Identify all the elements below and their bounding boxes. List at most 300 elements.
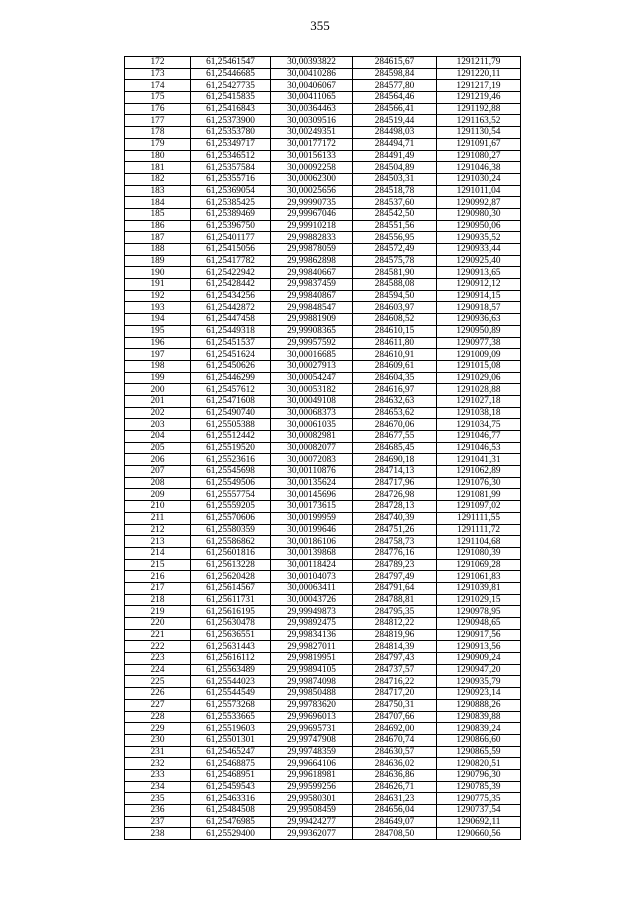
point-number-cell: 199 [125, 372, 191, 384]
table-row [125, 92, 521, 104]
table-row [125, 816, 521, 828]
x-coordinate-cell: 284797,43 [353, 653, 437, 665]
y-coordinate-cell: 1290820,51 [437, 758, 521, 770]
latitude-cell: 61,25415056 [191, 244, 271, 256]
x-coordinate-cell: 284577,80 [353, 80, 437, 92]
latitude-cell: 61,25389469 [191, 208, 271, 220]
latitude-cell: 61,25559205 [191, 501, 271, 513]
y-coordinate-cell: 1290912,12 [437, 279, 521, 291]
longitude-cell: 30,00082077 [271, 442, 353, 454]
point-number-cell: 192 [125, 290, 191, 302]
x-coordinate-cell: 284690,18 [353, 454, 437, 466]
point-number-cell: 227 [125, 699, 191, 711]
latitude-cell: 61,25417782 [191, 255, 271, 267]
x-coordinate-cell: 284728,13 [353, 501, 437, 513]
latitude-cell: 61,25369054 [191, 185, 271, 197]
point-number-cell: 189 [125, 255, 191, 267]
longitude-cell: 30,00110876 [271, 466, 353, 478]
x-coordinate-cell: 284670,74 [353, 734, 437, 746]
latitude-cell: 61,25428442 [191, 279, 271, 291]
x-coordinate-cell: 284572,49 [353, 244, 437, 256]
latitude-cell: 61,25545698 [191, 466, 271, 478]
x-coordinate-cell: 284692,00 [353, 723, 437, 735]
table-row [125, 314, 521, 326]
x-coordinate-cell: 284610,15 [353, 325, 437, 337]
table-row [125, 653, 521, 665]
x-coordinate-cell: 284788,81 [353, 594, 437, 606]
table-row [125, 629, 521, 641]
x-coordinate-cell: 284611,80 [353, 337, 437, 349]
x-coordinate-cell: 284519,44 [353, 115, 437, 127]
point-number-cell: 219 [125, 606, 191, 618]
table-row [125, 699, 521, 711]
latitude-cell: 61,25631443 [191, 641, 271, 653]
longitude-cell: 30,00177172 [271, 138, 353, 150]
y-coordinate-cell: 1291046,53 [437, 442, 521, 454]
table-row [125, 419, 521, 431]
point-number-cell: 222 [125, 641, 191, 653]
x-coordinate-cell: 284708,50 [353, 828, 437, 840]
table-row [125, 337, 521, 349]
table-row [125, 769, 521, 781]
longitude-cell: 29,99580301 [271, 793, 353, 805]
point-number-cell: 201 [125, 395, 191, 407]
table-row [125, 723, 521, 735]
latitude-cell: 61,25442872 [191, 302, 271, 314]
table-row [125, 489, 521, 501]
table-row [125, 547, 521, 559]
y-coordinate-cell: 1290950,89 [437, 325, 521, 337]
latitude-cell: 61,25422942 [191, 267, 271, 279]
y-coordinate-cell: 1290692,11 [437, 816, 521, 828]
y-coordinate-cell: 1291027,18 [437, 395, 521, 407]
point-number-cell: 214 [125, 547, 191, 559]
latitude-cell: 61,25449318 [191, 325, 271, 337]
longitude-cell: 29,99908365 [271, 325, 353, 337]
table-row [125, 734, 521, 746]
y-coordinate-cell: 1290839,24 [437, 723, 521, 735]
y-coordinate-cell: 1290977,38 [437, 337, 521, 349]
latitude-cell: 61,25415835 [191, 92, 271, 104]
latitude-cell: 61,25468951 [191, 769, 271, 781]
x-coordinate-cell: 284503,31 [353, 173, 437, 185]
point-number-cell: 216 [125, 571, 191, 583]
y-coordinate-cell: 1290913,56 [437, 641, 521, 653]
latitude-cell: 61,25476985 [191, 816, 271, 828]
latitude-cell: 61,25614567 [191, 582, 271, 594]
table-row [125, 454, 521, 466]
latitude-cell: 61,25427735 [191, 80, 271, 92]
longitude-cell: 29,99862898 [271, 255, 353, 267]
y-coordinate-cell: 1291038,18 [437, 407, 521, 419]
longitude-cell: 29,99848547 [271, 302, 353, 314]
point-number-cell: 208 [125, 477, 191, 489]
point-number-cell: 185 [125, 208, 191, 220]
x-coordinate-cell: 284494,71 [353, 138, 437, 150]
longitude-cell: 30,00410286 [271, 68, 353, 80]
longitude-cell: 29,99696013 [271, 711, 353, 723]
table-row [125, 559, 521, 571]
latitude-cell: 61,25616112 [191, 653, 271, 665]
table-row [125, 220, 521, 232]
latitude-cell: 61,25459543 [191, 781, 271, 793]
x-coordinate-cell: 284717,20 [353, 688, 437, 700]
table-row [125, 302, 521, 314]
x-coordinate-cell: 284609,61 [353, 360, 437, 372]
latitude-cell: 61,25385425 [191, 197, 271, 209]
longitude-cell: 30,00054247 [271, 372, 353, 384]
longitude-cell: 30,00249351 [271, 127, 353, 139]
table-row [125, 805, 521, 817]
point-number-cell: 209 [125, 489, 191, 501]
longitude-cell: 30,00156133 [271, 150, 353, 162]
longitude-cell: 30,00082981 [271, 431, 353, 443]
latitude-cell: 61,25533665 [191, 711, 271, 723]
longitude-cell: 30,00145696 [271, 489, 353, 501]
table-row [125, 746, 521, 758]
y-coordinate-cell: 1290785,39 [437, 781, 521, 793]
longitude-cell: 29,99664106 [271, 758, 353, 770]
table-row [125, 384, 521, 396]
longitude-cell: 29,99840867 [271, 290, 353, 302]
point-number-cell: 238 [125, 828, 191, 840]
point-number-cell: 231 [125, 746, 191, 758]
latitude-cell: 61,25396750 [191, 220, 271, 232]
longitude-cell: 30,00043726 [271, 594, 353, 606]
latitude-cell: 61,25457612 [191, 384, 271, 396]
point-number-cell: 215 [125, 559, 191, 571]
point-number-cell: 195 [125, 325, 191, 337]
latitude-cell: 61,25353780 [191, 127, 271, 139]
latitude-cell: 61,25451537 [191, 337, 271, 349]
y-coordinate-cell: 1290865,59 [437, 746, 521, 758]
y-coordinate-cell: 1291130,54 [437, 127, 521, 139]
table-row [125, 185, 521, 197]
latitude-cell: 61,25636551 [191, 629, 271, 641]
longitude-cell: 30,00135624 [271, 477, 353, 489]
longitude-cell: 30,00309516 [271, 115, 353, 127]
latitude-cell: 61,25434256 [191, 290, 271, 302]
x-coordinate-cell: 284751,26 [353, 524, 437, 536]
latitude-cell: 61,25355716 [191, 173, 271, 185]
point-number-cell: 237 [125, 816, 191, 828]
y-coordinate-cell: 1290980,30 [437, 208, 521, 220]
x-coordinate-cell: 284615,67 [353, 57, 437, 69]
x-coordinate-cell: 284656,04 [353, 805, 437, 817]
longitude-cell: 30,00173615 [271, 501, 353, 513]
y-coordinate-cell: 1291039,81 [437, 582, 521, 594]
latitude-cell: 61,25373900 [191, 115, 271, 127]
longitude-cell: 29,99362077 [271, 828, 353, 840]
table-row [125, 150, 521, 162]
x-coordinate-cell: 284626,71 [353, 781, 437, 793]
y-coordinate-cell: 1291163,52 [437, 115, 521, 127]
point-number-cell: 198 [125, 360, 191, 372]
latitude-cell: 61,25613228 [191, 559, 271, 571]
x-coordinate-cell: 284717,96 [353, 477, 437, 489]
x-coordinate-cell: 284504,89 [353, 162, 437, 174]
x-coordinate-cell: 284670,06 [353, 419, 437, 431]
latitude-cell: 61,25505388 [191, 419, 271, 431]
y-coordinate-cell: 1290917,56 [437, 629, 521, 641]
point-number-cell: 176 [125, 103, 191, 115]
table-row [125, 197, 521, 209]
longitude-cell: 29,99508459 [271, 805, 353, 817]
x-coordinate-cell: 284814,39 [353, 641, 437, 653]
table-row [125, 68, 521, 80]
point-number-cell: 188 [125, 244, 191, 256]
latitude-cell: 61,25349717 [191, 138, 271, 150]
table-row [125, 606, 521, 618]
table-row [125, 664, 521, 676]
longitude-cell: 29,99840667 [271, 267, 353, 279]
x-coordinate-cell: 284636,02 [353, 758, 437, 770]
point-number-cell: 202 [125, 407, 191, 419]
y-coordinate-cell: 1291097,02 [437, 501, 521, 513]
x-coordinate-cell: 284789,23 [353, 559, 437, 571]
longitude-cell: 30,00118424 [271, 559, 353, 571]
point-number-cell: 226 [125, 688, 191, 700]
latitude-cell: 61,25620428 [191, 571, 271, 583]
y-coordinate-cell: 1291015,08 [437, 360, 521, 372]
latitude-cell: 61,25446685 [191, 68, 271, 80]
x-coordinate-cell: 284707,66 [353, 711, 437, 723]
point-number-cell: 175 [125, 92, 191, 104]
table-row [125, 395, 521, 407]
x-coordinate-cell: 284542,50 [353, 208, 437, 220]
longitude-cell: 30,00068373 [271, 407, 353, 419]
latitude-cell: 61,25357584 [191, 162, 271, 174]
y-coordinate-cell: 1291080,27 [437, 150, 521, 162]
x-coordinate-cell: 284797,49 [353, 571, 437, 583]
table-row [125, 442, 521, 454]
table-row [125, 688, 521, 700]
x-coordinate-cell: 284791,64 [353, 582, 437, 594]
latitude-cell: 61,25523616 [191, 454, 271, 466]
y-coordinate-cell: 1290992,87 [437, 197, 521, 209]
longitude-cell: 30,00393822 [271, 57, 353, 69]
y-coordinate-cell: 1291080,39 [437, 547, 521, 559]
table-row [125, 407, 521, 419]
longitude-cell: 29,99894105 [271, 664, 353, 676]
longitude-cell: 29,99747908 [271, 734, 353, 746]
y-coordinate-cell: 1291076,30 [437, 477, 521, 489]
y-coordinate-cell: 1291062,89 [437, 466, 521, 478]
table-row [125, 138, 521, 150]
y-coordinate-cell: 1291034,75 [437, 419, 521, 431]
longitude-cell: 30,00016685 [271, 349, 353, 361]
y-coordinate-cell: 1291028,88 [437, 384, 521, 396]
longitude-cell: 29,99819951 [271, 653, 353, 665]
longitude-cell: 29,99878059 [271, 244, 353, 256]
latitude-cell: 61,25519520 [191, 442, 271, 454]
page-number: 355 [310, 18, 330, 33]
coordinates-table [124, 56, 521, 840]
longitude-cell: 29,99882833 [271, 232, 353, 244]
x-coordinate-cell: 284610,91 [353, 349, 437, 361]
latitude-cell: 61,25580359 [191, 524, 271, 536]
table-row [125, 208, 521, 220]
y-coordinate-cell: 1291046,38 [437, 162, 521, 174]
y-coordinate-cell: 1291029,15 [437, 594, 521, 606]
y-coordinate-cell: 1291219,46 [437, 92, 521, 104]
y-coordinate-cell: 1290935,52 [437, 232, 521, 244]
y-coordinate-cell: 1290660,56 [437, 828, 521, 840]
longitude-cell: 30,00199959 [271, 512, 353, 524]
latitude-cell: 61,25465247 [191, 746, 271, 758]
longitude-cell: 29,99618981 [271, 769, 353, 781]
point-number-cell: 177 [125, 115, 191, 127]
longitude-cell: 30,00049108 [271, 395, 353, 407]
point-number-cell: 205 [125, 442, 191, 454]
latitude-cell: 61,25490740 [191, 407, 271, 419]
point-number-cell: 220 [125, 618, 191, 630]
table-row [125, 582, 521, 594]
point-number-cell: 221 [125, 629, 191, 641]
table-row [125, 641, 521, 653]
latitude-cell: 61,25501301 [191, 734, 271, 746]
longitude-cell: 30,00186106 [271, 536, 353, 548]
x-coordinate-cell: 284616,97 [353, 384, 437, 396]
x-coordinate-cell: 284649,07 [353, 816, 437, 828]
point-number-cell: 178 [125, 127, 191, 139]
point-number-cell: 172 [125, 57, 191, 69]
point-number-cell: 218 [125, 594, 191, 606]
latitude-cell: 61,25450626 [191, 360, 271, 372]
longitude-cell: 30,00139868 [271, 547, 353, 559]
point-number-cell: 191 [125, 279, 191, 291]
latitude-cell: 61,25570606 [191, 512, 271, 524]
point-number-cell: 203 [125, 419, 191, 431]
latitude-cell: 61,25451624 [191, 349, 271, 361]
latitude-cell: 61,25471608 [191, 395, 271, 407]
table-row [125, 232, 521, 244]
table-row [125, 372, 521, 384]
table-row [125, 618, 521, 630]
x-coordinate-cell: 284581,90 [353, 267, 437, 279]
longitude-cell: 30,00063411 [271, 582, 353, 594]
table-row [125, 793, 521, 805]
longitude-cell: 29,99874098 [271, 676, 353, 688]
latitude-cell: 61,25573268 [191, 699, 271, 711]
table-row [125, 80, 521, 92]
x-coordinate-cell: 284537,60 [353, 197, 437, 209]
y-coordinate-cell: 1290950,06 [437, 220, 521, 232]
latitude-cell: 61,25346512 [191, 150, 271, 162]
table-row [125, 571, 521, 583]
x-coordinate-cell: 284491,49 [353, 150, 437, 162]
y-coordinate-cell: 1290936,63 [437, 314, 521, 326]
table-row [125, 349, 521, 361]
x-coordinate-cell: 284758,73 [353, 536, 437, 548]
y-coordinate-cell: 1291046,77 [437, 431, 521, 443]
y-coordinate-cell: 1290918,57 [437, 302, 521, 314]
y-coordinate-cell: 1291104,68 [437, 536, 521, 548]
longitude-cell: 29,99748359 [271, 746, 353, 758]
y-coordinate-cell: 1291011,04 [437, 185, 521, 197]
longitude-cell: 30,00104073 [271, 571, 353, 583]
point-number-cell: 196 [125, 337, 191, 349]
x-coordinate-cell: 284603,97 [353, 302, 437, 314]
table-row [125, 173, 521, 185]
point-number-cell: 236 [125, 805, 191, 817]
point-number-cell: 204 [125, 431, 191, 443]
longitude-cell: 29,99837459 [271, 279, 353, 291]
table-row [125, 477, 521, 489]
latitude-cell: 61,25544549 [191, 688, 271, 700]
x-coordinate-cell: 284726,98 [353, 489, 437, 501]
longitude-cell: 30,00072083 [271, 454, 353, 466]
x-coordinate-cell: 284750,31 [353, 699, 437, 711]
longitude-cell: 29,99910218 [271, 220, 353, 232]
table-row [125, 431, 521, 443]
latitude-cell: 61,25563489 [191, 664, 271, 676]
table-row [125, 127, 521, 139]
point-number-cell: 206 [125, 454, 191, 466]
longitude-cell: 29,99949873 [271, 606, 353, 618]
y-coordinate-cell: 1290909,24 [437, 653, 521, 665]
longitude-cell: 29,99881909 [271, 314, 353, 326]
coordinates-table-body [125, 57, 521, 840]
latitude-cell: 61,25447458 [191, 314, 271, 326]
longitude-cell: 30,00411065 [271, 92, 353, 104]
point-number-cell: 207 [125, 466, 191, 478]
longitude-cell: 30,00027913 [271, 360, 353, 372]
x-coordinate-cell: 284714,13 [353, 466, 437, 478]
latitude-cell: 61,25416843 [191, 103, 271, 115]
y-coordinate-cell: 1290888,26 [437, 699, 521, 711]
latitude-cell: 61,25616195 [191, 606, 271, 618]
table-row [125, 325, 521, 337]
x-coordinate-cell: 284551,56 [353, 220, 437, 232]
x-coordinate-cell: 284819,96 [353, 629, 437, 641]
y-coordinate-cell: 1291061,83 [437, 571, 521, 583]
longitude-cell: 29,99967046 [271, 208, 353, 220]
y-coordinate-cell: 1290935,79 [437, 676, 521, 688]
point-number-cell: 223 [125, 653, 191, 665]
point-number-cell: 235 [125, 793, 191, 805]
point-number-cell: 173 [125, 68, 191, 80]
point-number-cell: 180 [125, 150, 191, 162]
y-coordinate-cell: 1290925,40 [437, 255, 521, 267]
latitude-cell: 61,25601816 [191, 547, 271, 559]
latitude-cell: 61,25461547 [191, 57, 271, 69]
table-row [125, 711, 521, 723]
table-row [125, 781, 521, 793]
longitude-cell: 30,00053182 [271, 384, 353, 396]
point-number-cell: 210 [125, 501, 191, 513]
y-coordinate-cell: 1290775,35 [437, 793, 521, 805]
longitude-cell: 30,00364463 [271, 103, 353, 115]
longitude-cell: 29,99783620 [271, 699, 353, 711]
latitude-cell: 61,25529400 [191, 828, 271, 840]
longitude-cell: 30,00199646 [271, 524, 353, 536]
x-coordinate-cell: 284685,45 [353, 442, 437, 454]
x-coordinate-cell: 284653,62 [353, 407, 437, 419]
y-coordinate-cell: 1290978,95 [437, 606, 521, 618]
y-coordinate-cell: 1290914,15 [437, 290, 521, 302]
point-number-cell: 181 [125, 162, 191, 174]
longitude-cell: 29,99990735 [271, 197, 353, 209]
point-number-cell: 187 [125, 232, 191, 244]
x-coordinate-cell: 284598,84 [353, 68, 437, 80]
table-row [125, 267, 521, 279]
y-coordinate-cell: 1291041,31 [437, 454, 521, 466]
y-coordinate-cell: 1290737,54 [437, 805, 521, 817]
point-number-cell: 234 [125, 781, 191, 793]
table-row [125, 290, 521, 302]
latitude-cell: 61,25484508 [191, 805, 271, 817]
